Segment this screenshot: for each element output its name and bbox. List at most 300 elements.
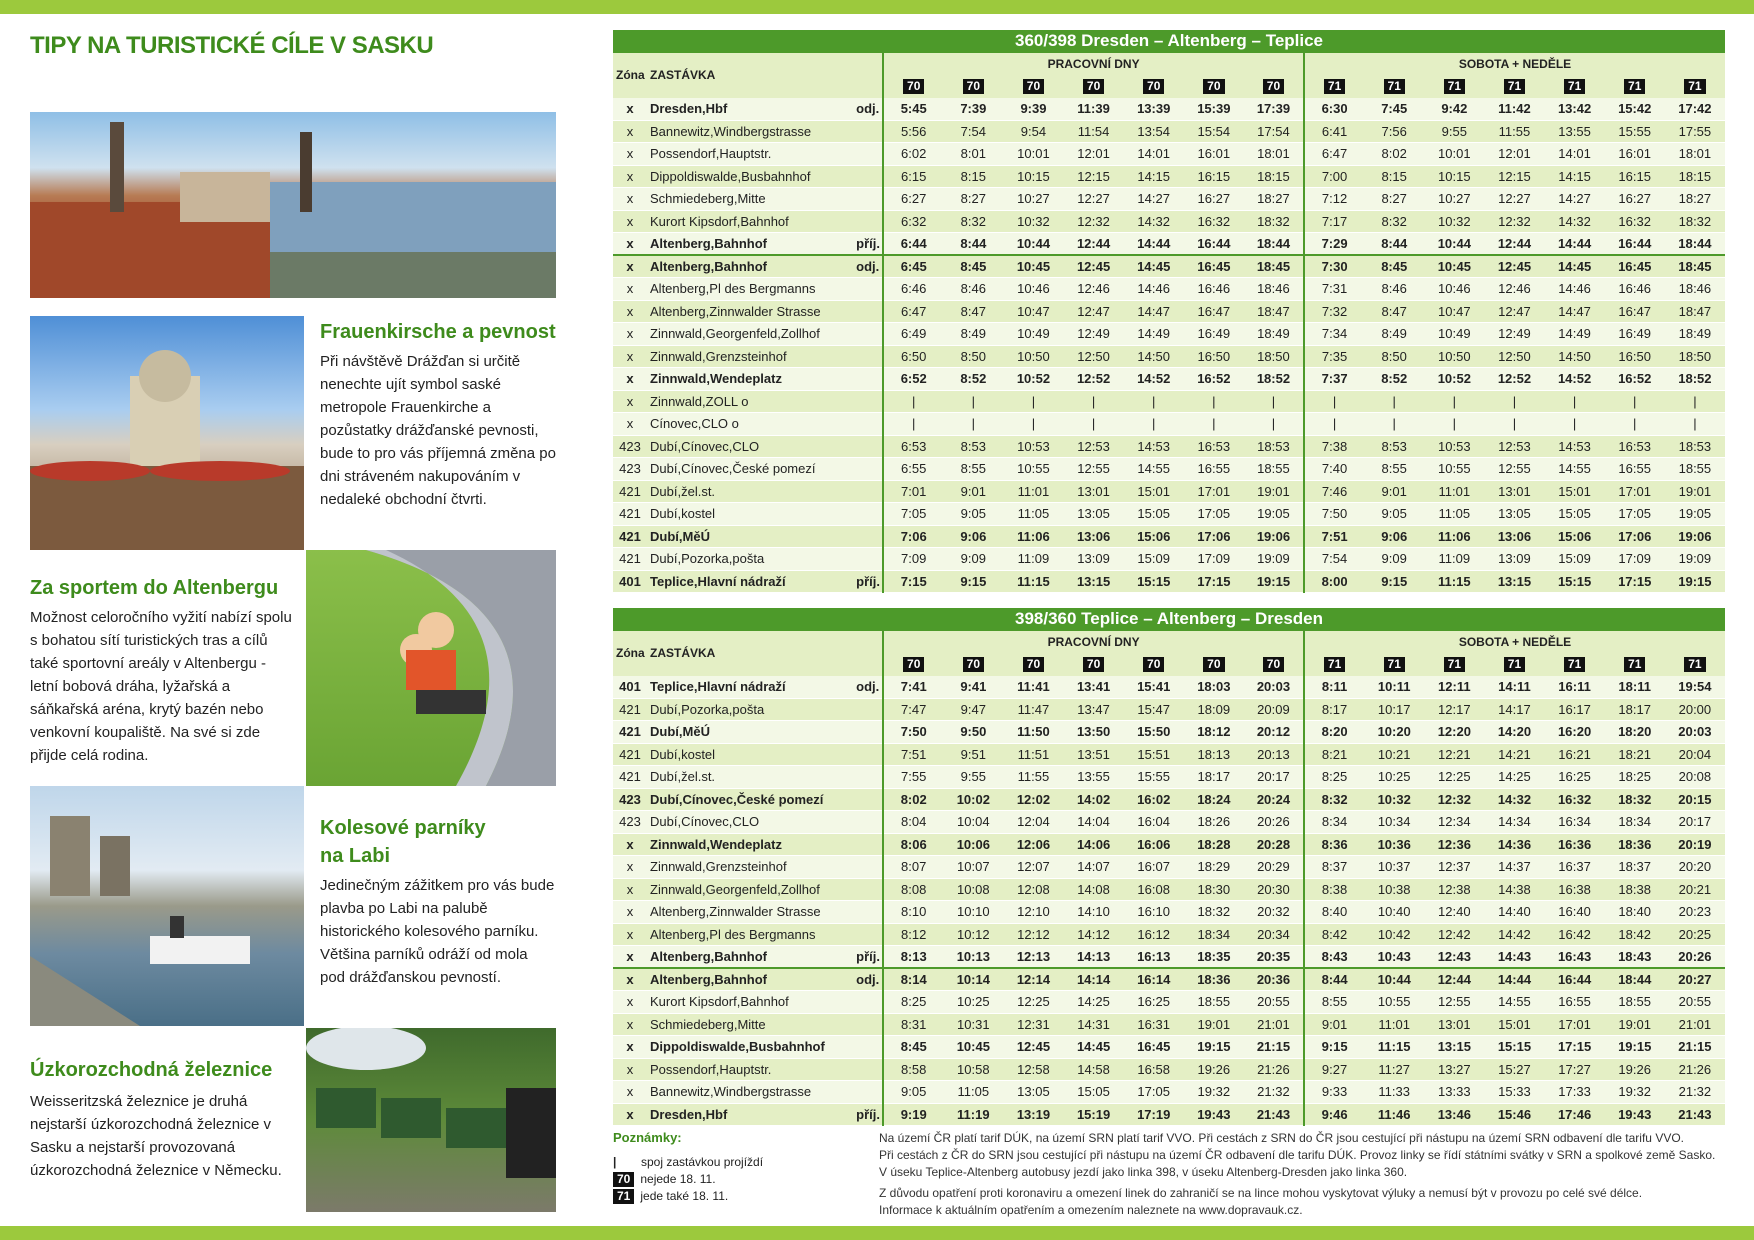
weekday-time: 10:45 <box>1003 255 1063 278</box>
weekend-time: 12:15 <box>1484 165 1544 188</box>
stop-header: ZASTÁVKA <box>647 53 883 98</box>
weekend-time: 21:01 <box>1665 1013 1725 1036</box>
stop-name: Possendorf,Hauptstr. <box>647 143 853 166</box>
weekday-time: 11:54 <box>1064 120 1124 143</box>
weekday-time: 11:47 <box>1003 698 1063 721</box>
weekend-time: | <box>1605 413 1665 436</box>
stop-name: Possendorf,Hauptstr. <box>647 1058 853 1081</box>
weekday-time: 7:06 <box>883 525 943 548</box>
notes-heading: Poznámky: <box>613 1130 682 1145</box>
weekend-time: 7:50 <box>1304 503 1364 526</box>
weekday-time: | <box>1124 390 1184 413</box>
zone-cell: x <box>613 1103 647 1126</box>
weekend-badge: 71 <box>1324 79 1345 94</box>
weekend-time: 21:43 <box>1665 1103 1725 1126</box>
weekday-time: 19:05 <box>1244 503 1304 526</box>
weekday-badge: 70 <box>903 79 924 94</box>
departure-arrival-marker <box>853 188 883 211</box>
weekend-time: 9:09 <box>1364 548 1424 571</box>
zone-cell: 421 <box>613 480 647 503</box>
weekend-time: | <box>1424 413 1484 436</box>
weekday-time: 5:45 <box>883 98 943 121</box>
weekday-time: 16:45 <box>1184 255 1244 278</box>
badge-cell <box>1304 75 1364 98</box>
stop-name: Altenberg,Bahnhof <box>647 255 853 278</box>
weekend-time: 18:42 <box>1605 923 1665 946</box>
weekday-time: 19:01 <box>1184 1013 1244 1036</box>
weekday-time: 12:47 <box>1064 300 1124 323</box>
zone-cell: x <box>613 856 647 879</box>
timetable-row <box>613 1103 1725 1126</box>
weekend-time: 13:42 <box>1545 98 1605 121</box>
note-line: Při cestách z ČR do SRN jsou cestující při nástupu na území ČR odbavení dle tarifu DÚK. Provoz linky se řídí státními svátky v SRN a spolkové země Sasko. <box>879 1148 1716 1162</box>
weekday-time: 14:04 <box>1064 811 1124 834</box>
weekday-time: | <box>883 413 943 436</box>
weekend-time: 13:15 <box>1484 570 1544 593</box>
weekend-time: | <box>1605 390 1665 413</box>
weekday-time: 14:31 <box>1064 1013 1124 1036</box>
weekday-time: 10:06 <box>943 833 1003 856</box>
weekend-badge: 71 <box>1384 657 1405 672</box>
weekday-time: 14:14 <box>1064 968 1124 991</box>
weekday-time: 5:56 <box>883 120 943 143</box>
weekday-time: 18:35 <box>1184 946 1244 969</box>
weekday-time: 17:15 <box>1184 570 1244 593</box>
weekend-time: 16:25 <box>1545 766 1605 789</box>
weekend-time: 10:38 <box>1364 878 1424 901</box>
departure-arrival-marker <box>853 766 883 789</box>
zone-cell: 423 <box>613 458 647 481</box>
departure-arrival-marker: příj. <box>853 946 883 969</box>
weekend-time: 14:44 <box>1545 233 1605 256</box>
legend-text: nejede 18. 11. <box>640 1172 716 1186</box>
badge-cell <box>1605 75 1665 98</box>
weekday-time: 13:50 <box>1064 721 1124 744</box>
weekend-time: 12:32 <box>1424 788 1484 811</box>
note-line: Z důvodu opatření proti koronaviru a omezení linek do zahraničí se na lince mohou vyskytovat výluky a nemusí být v provozu po celé své délce. <box>879 1186 1643 1200</box>
weekend-time: 12:40 <box>1424 901 1484 924</box>
zone-cell: 421 <box>613 525 647 548</box>
weekday-time: 10:15 <box>1003 165 1063 188</box>
weekend-time: 7:38 <box>1304 435 1364 458</box>
timetable-row <box>613 233 1725 256</box>
weekday-time: 8:06 <box>883 833 943 856</box>
departure-arrival-marker: odj. <box>853 676 883 699</box>
departure-arrival-marker <box>853 300 883 323</box>
weekend-time: 17:55 <box>1665 120 1725 143</box>
timetable-row <box>613 480 1725 503</box>
weekend-time: 13:33 <box>1424 1081 1484 1104</box>
weekday-badge: 70 <box>1143 657 1164 672</box>
badge-cell <box>1424 653 1484 676</box>
weekday-time: 18:55 <box>1184 991 1244 1014</box>
weekend-time: 10:21 <box>1364 743 1424 766</box>
frauenkirche-photo <box>30 316 304 550</box>
stop-name: Altenberg,Zinnwalder Strasse <box>647 901 853 924</box>
weekend-badge: 71 <box>1564 79 1585 94</box>
timetable-title-row <box>613 608 1725 631</box>
weekday-time: 9:47 <box>943 698 1003 721</box>
weekend-time: 7:30 <box>1304 255 1364 278</box>
zone-cell: x <box>613 188 647 211</box>
weekday-time: 12:25 <box>1003 991 1063 1014</box>
weekday-time: 16:53 <box>1184 435 1244 458</box>
weekday-time: 21:15 <box>1244 1036 1304 1059</box>
weekday-time: 18:32 <box>1244 210 1304 233</box>
badge-cell <box>1484 75 1544 98</box>
weekday-time: 11:39 <box>1064 98 1124 121</box>
weekend-time: 8:38 <box>1304 878 1364 901</box>
weekend-time: 19:06 <box>1665 525 1725 548</box>
weekday-time: 7:39 <box>943 98 1003 121</box>
weekday-time: 18:32 <box>1184 901 1244 924</box>
stop-name: Altenberg,Bahnhof <box>647 968 853 991</box>
stop-name: Dubí,žel.st. <box>647 766 853 789</box>
weekend-time: 15:55 <box>1605 120 1665 143</box>
weekday-time: 8:04 <box>883 811 943 834</box>
weekday-time: 19:32 <box>1184 1081 1244 1104</box>
weekend-time: 14:38 <box>1484 878 1544 901</box>
zone-cell: 421 <box>613 548 647 571</box>
weekday-time: 20:13 <box>1244 743 1304 766</box>
weekend-time: 8:15 <box>1364 165 1424 188</box>
weekday-time: 13:19 <box>1003 1103 1063 1126</box>
zone-cell: x <box>613 1013 647 1036</box>
weekday-time: 18:27 <box>1244 188 1304 211</box>
weekday-time: 10:45 <box>943 1036 1003 1059</box>
timetable-row <box>613 255 1725 278</box>
zone-cell: 421 <box>613 698 647 721</box>
weekday-time: 15:50 <box>1124 721 1184 744</box>
badge-cell <box>1003 75 1063 98</box>
weekday-badge: 70 <box>1263 79 1284 94</box>
departure-arrival-marker <box>853 698 883 721</box>
weekday-time: 16:45 <box>1124 1036 1184 1059</box>
weekday-time: 9:41 <box>943 676 1003 699</box>
departure-arrival-marker <box>853 143 883 166</box>
weekend-time: 10:15 <box>1424 165 1484 188</box>
timetable-row <box>613 698 1725 721</box>
badge-cell <box>1244 75 1304 98</box>
weekend-badge: 71 <box>1444 657 1465 672</box>
legend-item <box>613 1171 843 1188</box>
timetable-row <box>613 901 1725 924</box>
weekday-time: 6:55 <box>883 458 943 481</box>
zone-cell: 401 <box>613 676 647 699</box>
weekend-time: 12:49 <box>1484 323 1544 346</box>
weekday-time: 19:26 <box>1184 1058 1244 1081</box>
weekend-time: 21:15 <box>1665 1036 1725 1059</box>
zone-cell: 423 <box>613 435 647 458</box>
weekday-time: 15:47 <box>1124 698 1184 721</box>
weekday-time: 13:05 <box>1064 503 1124 526</box>
weekday-time: 6:32 <box>883 210 943 233</box>
weekday-time: 16:15 <box>1184 165 1244 188</box>
weekday-badge: 70 <box>1263 657 1284 672</box>
weekend-time: 20:00 <box>1665 698 1725 721</box>
weekend-time: 11:55 <box>1484 120 1544 143</box>
weekend-time: 13:01 <box>1484 480 1544 503</box>
weekend-time: 11:15 <box>1364 1036 1424 1059</box>
weekend-time: 8:11 <box>1304 676 1364 699</box>
top-accent-bar <box>0 0 1754 14</box>
weekday-time: 16:31 <box>1124 1013 1184 1036</box>
weekend-time: 14:42 <box>1484 923 1544 946</box>
weekend-time: 7:54 <box>1304 548 1364 571</box>
weekend-time: 16:42 <box>1545 923 1605 946</box>
weekend-time: 16:46 <box>1605 278 1665 301</box>
weekend-time: 18:44 <box>1665 233 1725 256</box>
weekday-time: 16:04 <box>1124 811 1184 834</box>
weekday-time: 7:41 <box>883 676 943 699</box>
timetable-header-row <box>613 631 1725 654</box>
weekday-time: 11:05 <box>943 1081 1003 1104</box>
timetable-row <box>613 188 1725 211</box>
weekend-time: 6:41 <box>1304 120 1364 143</box>
weekend-time: 20:25 <box>1665 923 1725 946</box>
departure-arrival-marker <box>853 901 883 924</box>
weekday-time: 21:01 <box>1244 1013 1304 1036</box>
stop-name: Kurort Kipsdorf,Bahnhof <box>647 210 853 233</box>
weekend-time: 18:44 <box>1605 968 1665 991</box>
weekend-time: 12:36 <box>1424 833 1484 856</box>
weekday-time: 20:03 <box>1244 676 1304 699</box>
weekday-time: 10:02 <box>943 788 1003 811</box>
weekend-time: 14:50 <box>1545 345 1605 368</box>
weekend-time: 12:38 <box>1424 878 1484 901</box>
weekend-time: 11:27 <box>1364 1058 1424 1081</box>
legend-item <box>613 1154 843 1171</box>
badge-cell <box>883 653 943 676</box>
weekday-time: 14:12 <box>1064 923 1124 946</box>
weekday-time: 16:55 <box>1184 458 1244 481</box>
weekend-time: | <box>1665 413 1725 436</box>
weekday-time: 17:39 <box>1244 98 1304 121</box>
weekend-time: 12:01 <box>1484 143 1544 166</box>
weekday-time: 15:51 <box>1124 743 1184 766</box>
weekend-time: 10:49 <box>1424 323 1484 346</box>
timetable-row <box>613 368 1725 391</box>
weekday-time: 15:06 <box>1124 525 1184 548</box>
weekend-time: 12:55 <box>1484 458 1544 481</box>
weekday-time: 18:44 <box>1244 233 1304 256</box>
timetable-row <box>613 946 1725 969</box>
zone-cell: x <box>613 1081 647 1104</box>
weekday-time: 14:49 <box>1124 323 1184 346</box>
timetable-row <box>613 120 1725 143</box>
weekend-time: 18:32 <box>1665 210 1725 233</box>
weekend-time: 16:47 <box>1605 300 1665 323</box>
weekend-time: 9:42 <box>1424 98 1484 121</box>
weekday-time: 20:32 <box>1244 901 1304 924</box>
weekday-time: 18:26 <box>1184 811 1244 834</box>
badge-cell <box>1364 653 1424 676</box>
weekday-time: 8:15 <box>943 165 1003 188</box>
legend-text: spoj zastávkou projíždí <box>641 1155 764 1169</box>
weekend-time: 8:25 <box>1304 766 1364 789</box>
weekday-time: 12:06 <box>1003 833 1063 856</box>
weekday-time: 8:13 <box>883 946 943 969</box>
weekend-time: 20:04 <box>1665 743 1725 766</box>
stop-name: Dubí,Pozorka,pošta <box>647 698 853 721</box>
weekday-time: 19:15 <box>1184 1036 1244 1059</box>
weekday-time: 19:43 <box>1184 1103 1244 1126</box>
weekday-time: 10:50 <box>1003 345 1063 368</box>
stop-name: Dippoldiswalde,Busbahnhof <box>647 165 853 188</box>
weekend-time: 17:42 <box>1665 98 1725 121</box>
weekend-time: 11:46 <box>1364 1103 1424 1126</box>
weekend-time: 8:55 <box>1364 458 1424 481</box>
weekend-time: 6:30 <box>1304 98 1364 121</box>
weekday-time: 7:54 <box>943 120 1003 143</box>
weekday-time: 14:58 <box>1064 1058 1124 1081</box>
weekend-time: 8:32 <box>1364 210 1424 233</box>
weekend-time: 20:23 <box>1665 901 1725 924</box>
weekend-time: 8:36 <box>1304 833 1364 856</box>
departure-arrival-marker <box>853 548 883 571</box>
weekend-time: 7:00 <box>1304 165 1364 188</box>
weekend-time: 17:15 <box>1545 1036 1605 1059</box>
weekend-time: 8:34 <box>1304 811 1364 834</box>
weekend-time: 10:47 <box>1424 300 1484 323</box>
weekend-time: 7:56 <box>1364 120 1424 143</box>
weekend-time: 14:40 <box>1484 901 1544 924</box>
weekend-time: 15:15 <box>1545 570 1605 593</box>
weekday-time: 15:09 <box>1124 548 1184 571</box>
departure-arrival-marker: příj. <box>853 570 883 593</box>
weekend-time: 14:17 <box>1484 698 1544 721</box>
stop-name: Schmiedeberg,Mitte <box>647 1013 853 1036</box>
weekday-time: 16:32 <box>1184 210 1244 233</box>
weekday-badge: 70 <box>1143 79 1164 94</box>
weekday-time: | <box>1064 413 1124 436</box>
weekday-time: 11:15 <box>1003 570 1063 593</box>
zone-cell: x <box>613 901 647 924</box>
badge-cell <box>883 75 943 98</box>
weekend-time: 12:42 <box>1424 923 1484 946</box>
weekend-time: 10:27 <box>1424 188 1484 211</box>
weekend-time: | <box>1545 390 1605 413</box>
weekday-badge: 70 <box>1083 657 1104 672</box>
weekend-time: 14:21 <box>1484 743 1544 766</box>
weekend-time: 7:31 <box>1304 278 1364 301</box>
weekend-time: 10:45 <box>1424 255 1484 278</box>
weekday-time: 8:55 <box>943 458 1003 481</box>
weekend-time: 18:40 <box>1605 901 1665 924</box>
weekend-time: 8:17 <box>1304 698 1364 721</box>
weekend-time: 18:34 <box>1605 811 1665 834</box>
departure-arrival-marker <box>853 991 883 1014</box>
weekend-time: 8:44 <box>1364 233 1424 256</box>
weekend-time: 16:01 <box>1605 143 1665 166</box>
stop-name: Cínovec,CLO o <box>647 413 853 436</box>
departure-arrival-marker <box>853 923 883 946</box>
weekend-time: 9:01 <box>1364 480 1424 503</box>
departure-arrival-marker <box>853 1058 883 1081</box>
weekday-time: 10:04 <box>943 811 1003 834</box>
weekend-time: | <box>1484 390 1544 413</box>
weekend-time: 18:21 <box>1605 743 1665 766</box>
weekend-time: 17:33 <box>1545 1081 1605 1104</box>
weekday-time: 10:58 <box>943 1058 1003 1081</box>
zone-cell: x <box>613 413 647 436</box>
timetable-teplice-dresden <box>613 608 1725 1126</box>
weekend-time: 11:15 <box>1424 570 1484 593</box>
weekend-time: 10:44 <box>1424 233 1484 256</box>
weekday-time: 17:05 <box>1124 1081 1184 1104</box>
weekday-time: 15:01 <box>1124 480 1184 503</box>
weekday-time: 10:31 <box>943 1013 1003 1036</box>
weekend-time: 14:53 <box>1545 435 1605 458</box>
weekend-time: 15:42 <box>1605 98 1665 121</box>
stop-name: Altenberg,Bahnhof <box>647 233 853 256</box>
zone-cell: x <box>613 1036 647 1059</box>
timetable-row <box>613 503 1725 526</box>
weekday-time: 17:01 <box>1184 480 1244 503</box>
weekday-time: 8:44 <box>943 233 1003 256</box>
weekend-time: 7:40 <box>1304 458 1364 481</box>
weekday-header: PRACOVNÍ DNY <box>883 631 1304 654</box>
departure-arrival-marker <box>853 811 883 834</box>
weekend-time: 13:06 <box>1484 525 1544 548</box>
weekend-time: 10:20 <box>1364 721 1424 744</box>
weekend-time: 19:15 <box>1665 570 1725 593</box>
weekend-time: 11:09 <box>1424 548 1484 571</box>
weekday-time: 9:09 <box>943 548 1003 571</box>
weekend-time: 14:01 <box>1545 143 1605 166</box>
weekend-time: 10:11 <box>1364 676 1424 699</box>
departure-arrival-marker <box>853 856 883 879</box>
weekend-time: 17:46 <box>1545 1103 1605 1126</box>
weekend-time: 14:25 <box>1484 766 1544 789</box>
weekday-badge: 70 <box>963 657 984 672</box>
weekday-time: 16:52 <box>1184 368 1244 391</box>
weekend-time: 16:38 <box>1545 878 1605 901</box>
weekend-time: 20:08 <box>1665 766 1725 789</box>
badge-cell <box>1064 75 1124 98</box>
weekday-time: 14:44 <box>1124 233 1184 256</box>
weekday-time: | <box>1244 390 1304 413</box>
weekend-time: 10:43 <box>1364 946 1424 969</box>
weekend-time: 16:55 <box>1545 991 1605 1014</box>
weekend-time: 10:50 <box>1424 345 1484 368</box>
weekday-time: 17:09 <box>1184 548 1244 571</box>
weekend-time: 19:15 <box>1605 1036 1665 1059</box>
zone-cell: 423 <box>613 788 647 811</box>
weekend-time: 13:46 <box>1424 1103 1484 1126</box>
narrow-gauge-train-photo <box>306 1028 556 1212</box>
timetable-row <box>613 1013 1725 1036</box>
weekend-time: 19:09 <box>1665 548 1725 571</box>
weekend-time: 10:34 <box>1364 811 1424 834</box>
weekday-time: 8:49 <box>943 323 1003 346</box>
weekend-time: 18:55 <box>1605 991 1665 1014</box>
weekend-time: 11:33 <box>1364 1081 1424 1104</box>
weekend-time: | <box>1364 390 1424 413</box>
timetable-dresden-teplice <box>613 30 1725 593</box>
weekday-time: 16:47 <box>1184 300 1244 323</box>
weekend-time: 10:32 <box>1364 788 1424 811</box>
section-heading-steamers: Kolesové parníky na Labi <box>320 817 486 867</box>
weekend-time: 15:09 <box>1545 548 1605 571</box>
weekend-time: 8:55 <box>1304 991 1364 1014</box>
weekday-time: 8:58 <box>883 1058 943 1081</box>
weekday-time: 6:52 <box>883 368 943 391</box>
badge-cell <box>1545 75 1605 98</box>
legend-item <box>613 1188 843 1205</box>
departure-arrival-marker <box>853 278 883 301</box>
departure-arrival-marker <box>853 788 883 811</box>
